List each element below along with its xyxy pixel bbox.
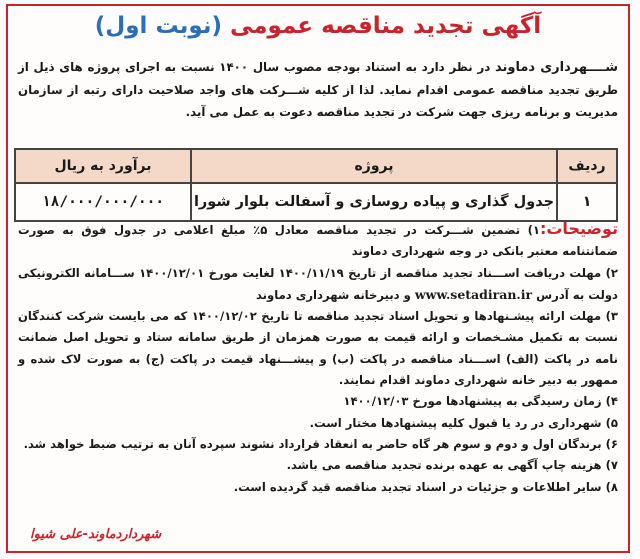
note-2: ۲) مهلت دریافت اســـناد تجدید مناقصه از تاریخ ۱۴۰۰/۱۱/۱۹ لغایت مورخ ۱۴۰۰/۱۲/۰۱ ســـامانه الکترونیکی دولت به آدرس www.setadiran.ir و دبیرخانه شهرداری دماوند xyxy=(18,265,618,302)
intro-lead: شــــهرداری دماوند xyxy=(495,60,618,75)
note-6: ۶) برندگان اول و دوم و سوم هر گاه حاضر به انعقاد قرارداد نشوند سپرده آنان به ترتیب ضبط خواهد شد. xyxy=(23,436,618,451)
tender-notice xyxy=(6,4,630,553)
header-estimate: برآورد به ریال xyxy=(15,149,191,183)
note-7: ۷) هزینه چاپ آگهی به عهده برنده تجدید مناقصه می باشد. xyxy=(286,458,618,473)
title-round: (نوبت اول) xyxy=(94,13,223,39)
note-8: ۸) سایر اطلاعات و جزئیات در اسناد تجدید مناقصه قید گردیده است. xyxy=(233,479,618,494)
notes-title: توضیحات: xyxy=(539,219,618,238)
notes-section xyxy=(18,218,618,498)
cell-row: ۱ xyxy=(557,183,617,221)
note-5: ۵) شهرداری در رد یا قبول کلیه پیشنهادها مختار است. xyxy=(309,415,618,430)
note-1: توضیحات:۱) تضمین شـــرکت در تجدید مناقصه معادل ۵٪ مبلغ اعلامی در جدول فوق به صورت ضمانتنامه معتبر بانکی در وجه شهرداری دماوند xyxy=(18,219,618,259)
intro-paragraph xyxy=(18,56,618,123)
header-project: پروژه xyxy=(191,149,557,183)
cell-estimate: ۱۸/۰۰۰/۰۰۰/۰۰۰ xyxy=(15,183,191,221)
table-header-row xyxy=(15,149,617,183)
note-4: ۴) زمان رسیدگی به پیشنهادها مورخ ۱۴۰۰/۱۲/۰۳ xyxy=(343,394,618,409)
title-main: آگهی تجدید مناقصه عمومی xyxy=(230,13,542,39)
notice-title xyxy=(8,10,628,42)
intro-text: در نظر دارد به استناد بودجه مصوب سال ۱۴۰۰ نسبت به اجرای پروژه های ذیل از طریق تجدید مناقصه عمومی اقدام نماید. لذا از کلیه شـــرکت های واجد صلاحیت دارای رتبه از سازمان مدیریت و برنامه ریزی جهت شرکت در تجدید مناقصه دعوت به عمل می آید. xyxy=(18,60,618,119)
website-link[interactable]: www.setadiran.ir xyxy=(414,286,533,302)
projects-table xyxy=(14,148,618,222)
header-row: ردیف xyxy=(557,149,617,183)
cell-project: جدول گذاری و پیاده روسازی و آسفالت بلوار شورا xyxy=(191,183,557,221)
signature: شهرداردماوند-علی شیوا xyxy=(30,527,162,542)
table-row xyxy=(15,183,617,221)
note-3: ۳) مهلت ارائه پیشـنهادها و تحویل اسناد تجدید مناقصه تا تاریخ ۱۴۰۰/۱۲/۰۲ که می بایست شرکت کنندگان نسبت به تکمیل مشـخصات و ارائه قیمت به صورت همزمان از طریق سامانه ستاد و تحویل اصل ضمانت نامه در پاکت (الف) اســـناد مناقصه در پاکت (ب) و پیشـــنهاد قیمت در پاکت (ج) به صورت لاک شده و ممهور به دبیر خانه شهرداری دماوند اقدام نمایند. xyxy=(18,309,618,388)
